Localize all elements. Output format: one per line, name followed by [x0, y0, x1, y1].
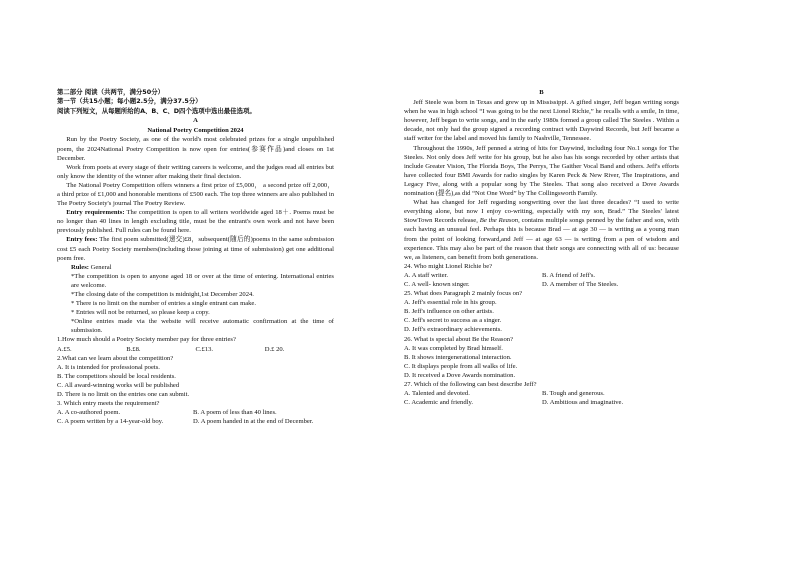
option: B. A friend of Jeff's. [542, 271, 596, 279]
question-1-options [57, 345, 334, 354]
passage-b-paragraph-2: Throughout the 1990s, Jeff penned a string of hits for Daywind, including four No.1 songs for The Steeles. Not only does Jeff write for his group, but he also has his songs recorded by other artists that include Greater Vision, The Florida Boys, The Perrys, The Gaither Vocal Band and others. Jeff's efforts have collected four BMI Awards for radio singles by Karen Peck & New River, The Inspirations, and Legacy Five, along with a popular song by The Steeles. That song also received a Dove Awards nomination (提名),as did “Not One Word” by The Collingsworth Family. [404, 144, 679, 198]
passage-b-paragraph-1: Jeff Steele was born in Texas and grew up in Mississippi. A gifted singer, Jeff began writing songs when he was in high school “I was going to be the next Lionel Richie,” he recalls with a smile, In time, however, Jeff began to write songs, and in the early 1980s formed a group called The Steeles . Within a decade, not only had the group signed a recording contract with Daywind Records, but Jeff became a staff writer for the label and moved his family to Nashville, Tennessee. [404, 99, 679, 143]
passage-b-paragraph-3 [404, 198, 679, 262]
left-column [57, 88, 334, 426]
option: D.£ 20. [264, 345, 285, 353]
question-26: 26. What is special about Be the Reason? [404, 335, 514, 343]
option: B.£8. [126, 345, 141, 353]
question-3-options-row-2 [57, 417, 334, 426]
option: C. Jeff's secret to success as a singer. [404, 317, 502, 325]
passage-a-paragraph-5 [57, 235, 334, 262]
paragraph-3-text-a: What has changed for Jeff regarding songwriting over the last three decades? “I used to write everything alone, but now I enjoy co-writing, especially with my son, Brad.” The Steeles' latest StowTown Records release, [404, 199, 679, 225]
section-subheading: 第一节（共15小题；每小题2.5分，满分37.5分） [57, 97, 202, 106]
option: B. Tough and generous. [542, 390, 605, 398]
option: D. Jeff's extraordinary achievements. [404, 326, 502, 334]
option: D. It received a Dove Awards nomination. [404, 371, 516, 379]
question-2: 2.What can we learn about the competition? [57, 354, 174, 362]
question-24: 24. Who might Lionel Richie be? [404, 262, 493, 270]
option: C.£13. [195, 345, 214, 353]
option: D. Ambitious and imaginative. [542, 399, 624, 407]
section-instructions: 阅读下列短文，从每题所给的A、B、C、D四个选项中选出最佳选项。 [57, 106, 256, 115]
entry-fees-label: Entry fees: [66, 236, 98, 244]
question-24-options-row-2 [404, 280, 679, 289]
option: B. Jeff's influence on other artists. [404, 308, 494, 316]
rule-item: *The competition is open to anyone aged 18 or over at the time of entering. International entries are welcome. [71, 272, 334, 289]
question-27-options-row-2 [404, 398, 679, 407]
passage-b-letter: B [539, 89, 544, 96]
option: A.£5. [57, 345, 72, 353]
question-25: 25. What does Paragraph 2 mainly focus on? [404, 290, 523, 298]
passage-a-paragraph-1: Run by the Poetry Society, as one of the world's most celebrated prizes for a single unpublished poem, the 2024National Poetry Competition is now open for entries(参赛作品)and closes on 1st December. [57, 136, 334, 162]
question-1: 1.How much should a Poetry Society member pay for three entries? [57, 336, 236, 344]
passage-a-title: National Poetry Competition 2024 [147, 127, 244, 135]
right-column [404, 88, 679, 407]
option: D. A member of The Steeles. [542, 280, 619, 288]
option: C. A poem written by a 14-year-old boy. [57, 418, 164, 426]
entry-fees-text: The first poem submitted(递交)£8，subsequent(随后的)poems in the same submission cost £5 each Poetry Society members(including those joining at time of submission) get one additional poem free. [57, 236, 334, 262]
option: B. A poem of less than 40 lines. [193, 409, 277, 417]
passage-a-paragraph-2: Work from poets at every stage of their writing careers is welcome, and the judges read all entries but only know the identity of the winner after making their final decision. [57, 163, 334, 180]
rules-general: General [88, 263, 112, 271]
option: C. All award-winning works will be published [57, 381, 180, 389]
entry-requirements-text: The competition is open to all writers worldwide aged 18＋. Poems must be no longer than 40 lines in length excluding title, must be the entrant's own work and not have been previously published. Full rules can be found here. [57, 209, 335, 235]
rule-item: * There is no limit on the number of entries a single entrant can make. [71, 300, 256, 308]
option: A. Jeff's essential role in his group. [404, 299, 497, 307]
question-3: 3. Which entry meets the requirement? [57, 400, 160, 408]
question-27-options-row-1 [404, 389, 679, 398]
option: D. There is no limit on the entries one can submit. [57, 391, 190, 399]
option: A. A staff writer. [404, 271, 449, 279]
option: C. It displays people from all walks of life. [404, 362, 518, 370]
option: A. Talented and devoted. [404, 390, 470, 398]
passage-a-letter: A [193, 117, 198, 125]
section-heading: 第二部分 阅读（共两节，满分50分） [57, 88, 164, 96]
option: C. Academic and friendly. [404, 399, 473, 407]
option: D. A poem handed in at the end of December. [193, 418, 314, 426]
option: C. A well- known singer. [404, 280, 470, 288]
question-24-options-row-1 [404, 271, 679, 280]
paragraph-3-text-b: , contains multiple songs penned by the father and son, with each having an unusual feel. Perhaps this is because Brad — at age 30 — is writing as a young man from the point of looking forward,and Jeff — at age 63 — is writing from a pen of wisdom and experience. This may also be part of the reason that their songs are connecting with all of us: because we, as listeners, can benefit from both generations. [404, 217, 679, 261]
rules-label: Rules: [71, 263, 89, 271]
option: A. It was completed by Brad himself. [404, 344, 503, 352]
album-title: Be the Reason [479, 217, 519, 225]
passage-a-paragraph-3: The National Poetry Competition offers winners a first prize of £5,000， a second prize off 2,000， a third prize of £1,000 and honorable mentions of £500 each. The top three winners are also published in The Poetry Society's journal The Poetry Review. [57, 181, 334, 208]
option: A. A co-authored poem. [57, 409, 121, 417]
entry-requirements-label: Entry requirements: [66, 209, 125, 217]
rules-heading [57, 263, 334, 272]
rule-item: * Entries will not be returned, so please keep a copy. [71, 309, 210, 317]
option: A. It is intended for professional poets. [57, 363, 160, 371]
passage-a-paragraph-4 [57, 208, 334, 235]
option: B. It shows intergenerational interaction. [404, 353, 512, 361]
rule-item: *Online entries made via the website will receive automatic confirmation at the time of submission. [71, 318, 334, 335]
question-3-options-row-1 [57, 408, 334, 417]
question-27: 27. Which of the following can best describe Jeff? [404, 381, 537, 388]
option: B. The competitors should be local residents. [57, 372, 176, 380]
rule-item: *The closing date of the competition is midnight,1st December 2024. [71, 291, 254, 298]
